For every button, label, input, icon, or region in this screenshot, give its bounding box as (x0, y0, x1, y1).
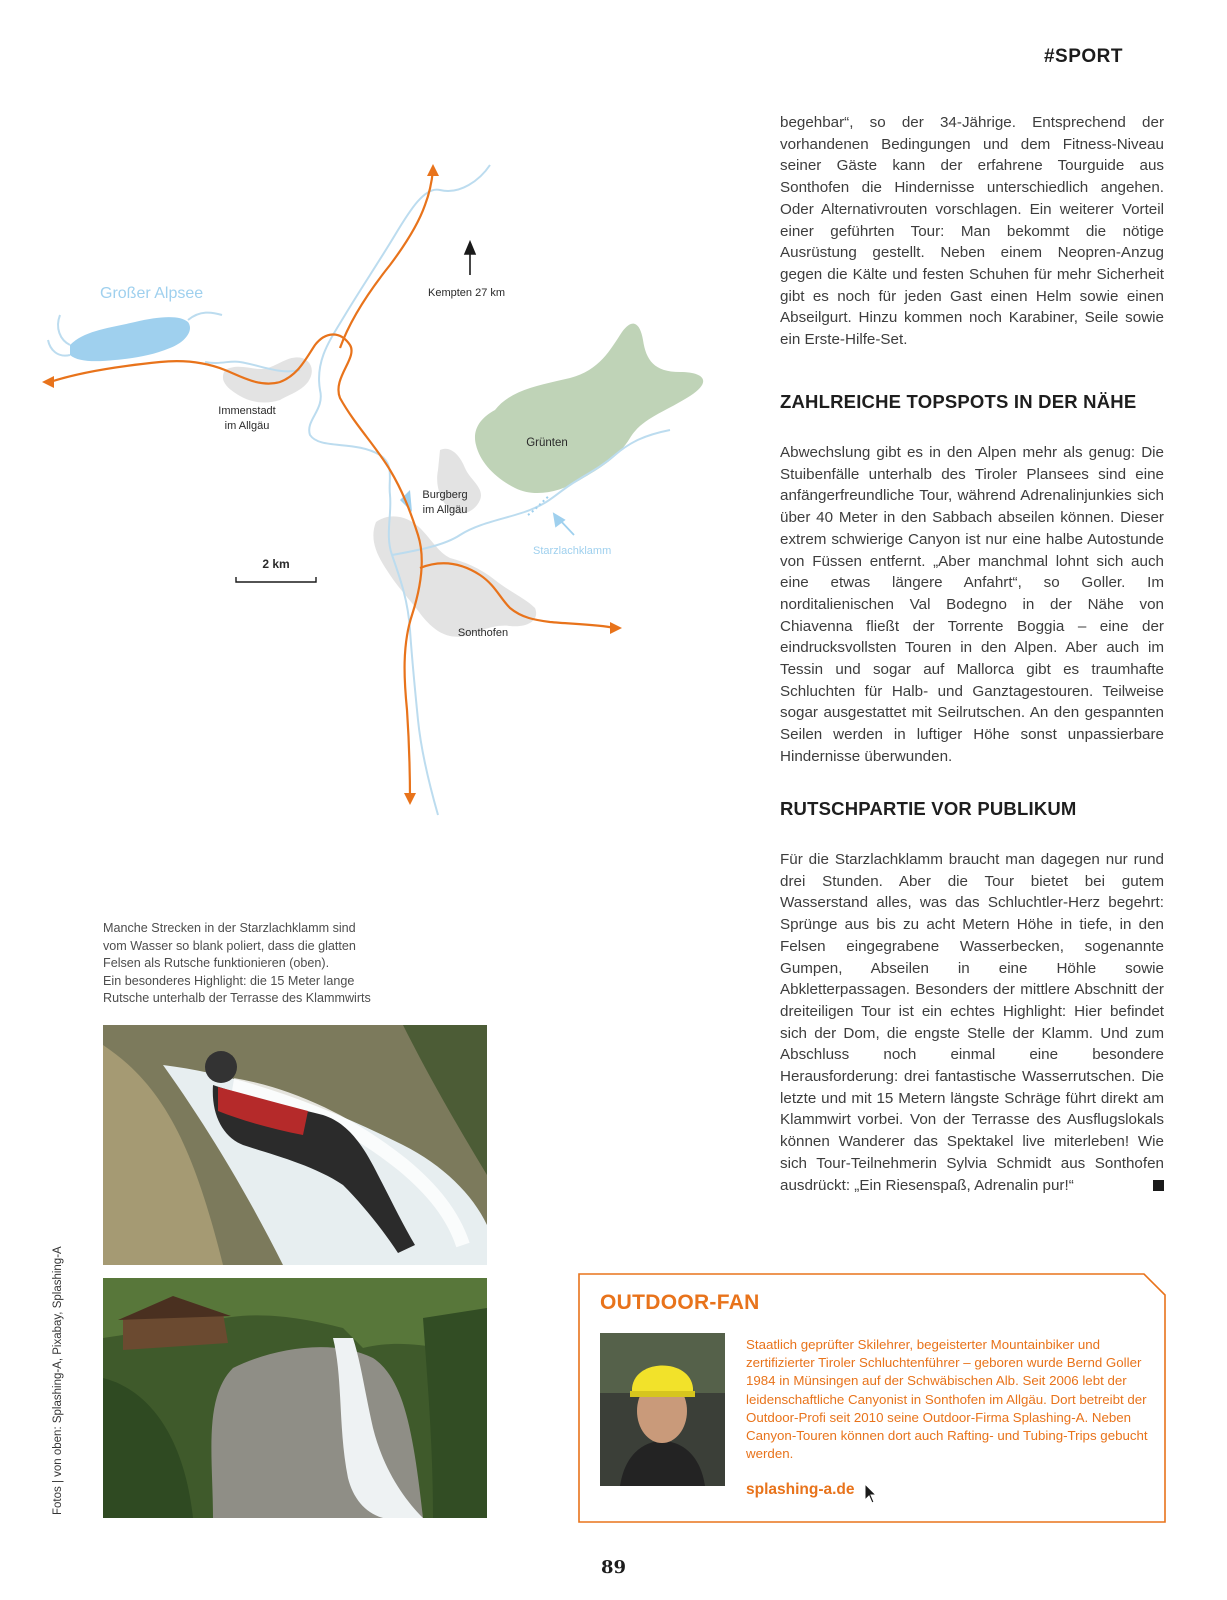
label-immenstadt-1: Immenstadt (218, 405, 276, 417)
label-lake: Großer Alpsee (100, 285, 204, 302)
section1-heading: ZAHLREICHE TOPSPOTS IN DER NÄHE (780, 391, 1137, 412)
section1 (780, 391, 1164, 413)
label-gruenten: Grünten (526, 437, 568, 449)
caption-line: Ein besonderes Highlight: die 15 Meter lange (103, 973, 355, 988)
portrait-photo (600, 1333, 725, 1486)
infobox-title: OUTDOOR-FAN (600, 1291, 760, 1314)
photo-waterfall-image (103, 1278, 487, 1518)
gruenten-forest (475, 324, 703, 493)
immenstadt-area (223, 357, 312, 402)
scale-bar (236, 577, 316, 582)
caption-line: Rutsche unterhalb der Terrasse des Klammwirts (103, 991, 371, 1006)
label-burgberg-2: im Allgäu (422, 504, 468, 516)
label-scale: 2 km (262, 557, 290, 571)
section1-text: Abwechslung gibt es in den Alpen mehr als genug: Die Stuibenfälle unterhalb des Tiroler Plansees sind eine anfängerfreundliche Tour, während Adrenalinjunkies sich über 40 Meter in den Sabbach abseilen können. Dieser extrem schwierige Canyon ist nur eine halbe Autostunde von Füssen entfernt. „Aber manchmal lohnt sich auch eine etwas längere Anfahrt“, so Goller. Im norditalienischen Val Bodegno in der Nähe von Chiavenna fließt der Torrente Boggia – eine der eindrucksvollsten Touren in den Alpen. Aber auch im Tessin und sogar auf Mallorca gibt es traumhafte Schluchten für Halb- und Ganztagestouren. Teilweise sogar ausgestattet mit Seilrutschen. An den gespannten Seilen werden in luftiger Höhe sonst unpassierbare Hindernisse überwunden. (780, 444, 1164, 765)
rivers (48, 165, 670, 815)
caption-line: Felsen als Rutsche funktionieren (oben). (103, 956, 330, 971)
section-tag: #SPORT (1043, 46, 1123, 67)
region-map (40, 150, 750, 850)
photo-canyon-slide (103, 1025, 487, 1265)
section2-body (780, 849, 1164, 1196)
arrow-right-icon (610, 622, 622, 634)
arrow-left-icon (42, 376, 54, 388)
section2-text-wrap (780, 849, 1164, 1196)
caption-line: Manche Strecken in der Starzlachklamm sind (103, 921, 356, 935)
outdoor-fan-infobox (578, 1273, 1166, 1523)
photo-caption (103, 920, 463, 1008)
photo-waterfall (103, 1278, 487, 1518)
section2 (780, 798, 1164, 820)
section1-body (780, 442, 1164, 768)
sonthofen-area (373, 516, 536, 636)
intro-paragraph: begehbar“, so der 34-Jährige. Entsprechend der vorhandenen Bedingungen und dem Fitness-Niveau seiner Gäste kann der erfahrene Tourguide aus Sonthofen die Hindernisse unterschiedlich angehen. Oder Alternativrouten vorschlagen. Ein weiterer Vorteil einer geführten Tour: Man bekommt die nötige Ausrüstung gestellt. Neben einem Neopren-Anzug gegen die Kälte und festen Schuhen für mehr Sicherheit gibt es noch für jeden Gast einen Helm sowie einen Abseilgurt. Hinzu kommen noch Karabiner, Seile sowie ein Erste-Hilfe-Set. (780, 114, 1164, 349)
label-kempten: Kempten 27 km (428, 287, 506, 299)
north-arrow-icon (465, 242, 475, 275)
caption-line: vom Wasser so blank poliert, dass die glatten (103, 938, 356, 953)
grosser-alpsee-lake (70, 317, 190, 361)
article-column (780, 112, 1164, 351)
website-link[interactable]: splashing-a.de (746, 1481, 855, 1498)
label-burgberg-1: Burgberg (422, 489, 468, 501)
cursor-icon (864, 1483, 878, 1505)
klamm-pointer-icon (554, 514, 574, 535)
label-immenstadt-2: im Allgäu (224, 420, 270, 432)
photo-credit: Fotos | von oben: Splashing-A, Pixabay, Splashing-A (52, 1246, 64, 1515)
page-number: 89 (600, 1557, 627, 1578)
photo-canyon-slide-image (103, 1025, 487, 1265)
end-mark-icon (1153, 1180, 1164, 1191)
arrow-down-icon (404, 793, 416, 805)
section2-heading: RUTSCHPARTIE VOR PUBLIKUM (780, 798, 1077, 819)
section2-text: Für die Starzlachklamm braucht man dagegen nur rund drei Stunden. Aber die Tour bietet bei gutem Wasserstand alles, was das Schluchtler-Herz begehrt: Sprünge aus bis zu acht Metern Höhe in tiefe, in den Felsen eingegrabene Wasserbecken, sogenannte Gumpen, Abseilen in eine Höhle sowie Abkletterpassagen. Besonders der mittlere Abschnitt der dreiteiligen Tour ist ein echtes Highlight: Hier befindet sich der Dom, die engste Stelle der Klamm. Und zum Abschluss noch einmal eine besondere Herausforderung: drei fantastische Wasserrutschen. Die letzte und mit 15 Metern längste Schräge führt direkt am Klammwirt vorbei. Von der Terrasse des Ausflugslokals können Wanderer das Spektakel live miterleben! Wie sich Tour-Teilnehmerin Sylvia Schmidt aus Sonthofen ausdrückt: „Ein Riesenspaß, Adrenalin pur!“ (780, 851, 1164, 1194)
label-starzlachklamm: Starzlachklamm (533, 545, 612, 557)
arrow-up-road-icon (427, 164, 439, 176)
infobox-text: Staatlich geprüfter Skilehrer, begeisterter Mountainbiker und zertifizierter Tiroler Schluchtenführer – geboren wurde Bernd Goller 1984 in Münsingen auf der Schwäbischen Alb. Seit 2006 lebt der leidenschaftliche Canyonist in Sonthofen im Allgäu. Dort betreibt der Outdoor-Profi seit 2010 seine Outdoor-Firma Splashing-A. Neben Canyon-Touren können dort auch Rafting- und Tubing-Trips gebucht werden. (746, 1337, 1148, 1462)
label-sonthofen: Sonthofen (457, 627, 509, 639)
